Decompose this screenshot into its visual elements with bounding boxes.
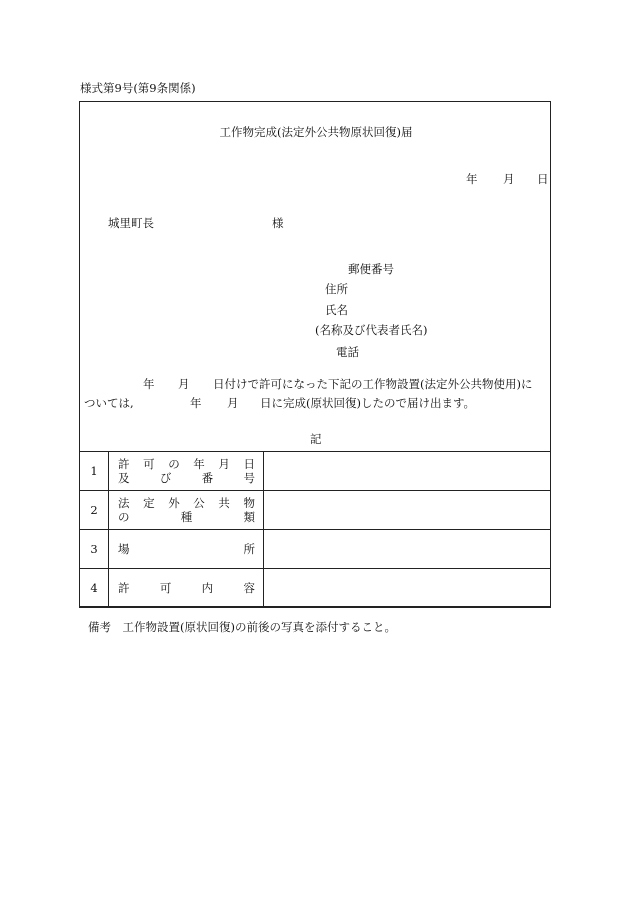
items-table [79,451,551,608]
table-row [80,530,551,569]
label-char: 月 [218,457,230,471]
row-label [109,491,264,530]
phone-label: 電話 [336,345,359,359]
row-number: 3 [80,530,109,569]
label-line [118,510,255,524]
form-frame [79,101,551,607]
row-number: 1 [80,452,109,491]
label-char: 公 [193,496,205,510]
para2-text: 日に完成(原状回復)したので届け出ます。 [260,396,476,410]
row-value-cell[interactable] [264,452,551,491]
name-label: 氏名 [325,303,348,317]
table-row [80,452,551,491]
label-char: 共 [218,496,230,510]
label-char: 号 [243,471,255,485]
label-line [118,496,255,510]
row-value-cell[interactable] [264,491,551,530]
table-row [80,491,551,530]
label-char: 許 [118,581,130,595]
date-month-label: 月 [503,172,515,186]
ki-label: 記 [310,432,322,446]
label-char: 種 [180,510,193,524]
label-char: 類 [243,510,255,524]
label-char: 内 [201,581,214,595]
label-char: 及 [118,471,130,485]
para2-year: 年 [190,396,202,410]
label-char: 番 [201,471,214,485]
row-label [109,530,264,569]
label-char: 許 [118,457,130,471]
label-char: 場 [118,542,130,556]
label-char: 可 [159,581,172,595]
row-number: 4 [80,569,109,608]
label-char: び [159,471,172,485]
label-line [118,542,255,556]
para1-year: 年 [143,377,155,391]
label-char: 年 [193,457,205,471]
row-value-cell[interactable] [264,530,551,569]
table-row [80,569,551,608]
row-label [109,452,264,491]
postal-code-label: 郵便番号 [348,262,394,276]
para1-text: 日付けで許可になった下記の工作物設置(法定外公共物使用)に [213,377,533,391]
representative-label: (名称及び代表者氏名) [315,323,428,337]
para2-prefix: ついては, [84,396,134,410]
label-line [118,471,255,485]
addressee: 城里町長 [108,216,154,230]
label-char: 容 [243,581,255,595]
address-label: 住所 [325,282,348,296]
para1-month: 月 [178,377,190,391]
row-label [109,569,264,608]
label-char: 定 [143,496,155,510]
row-value-cell[interactable] [264,569,551,608]
label-char: 可 [143,457,155,471]
form-title: 工作物完成(法定外公共物原状回復)届 [219,125,413,139]
label-char: 所 [243,542,255,556]
label-char: の [168,457,180,471]
row-number: 2 [80,491,109,530]
form-number-label: 様式第9号(第9条関係) [80,81,196,95]
remarks-note: 備考 工作物設置(原状回復)の前後の写真を添付すること。 [88,620,396,634]
date-day-label: 日 [537,172,549,186]
label-char: の [118,510,130,524]
honorific: 様 [272,216,284,230]
label-line [118,457,255,471]
label-char: 日 [243,457,255,471]
date-year-label: 年 [466,172,478,186]
label-char: 法 [118,496,130,510]
label-char: 外 [168,496,180,510]
label-line [118,581,255,595]
para2-month: 月 [227,396,239,410]
label-char: 物 [243,496,255,510]
